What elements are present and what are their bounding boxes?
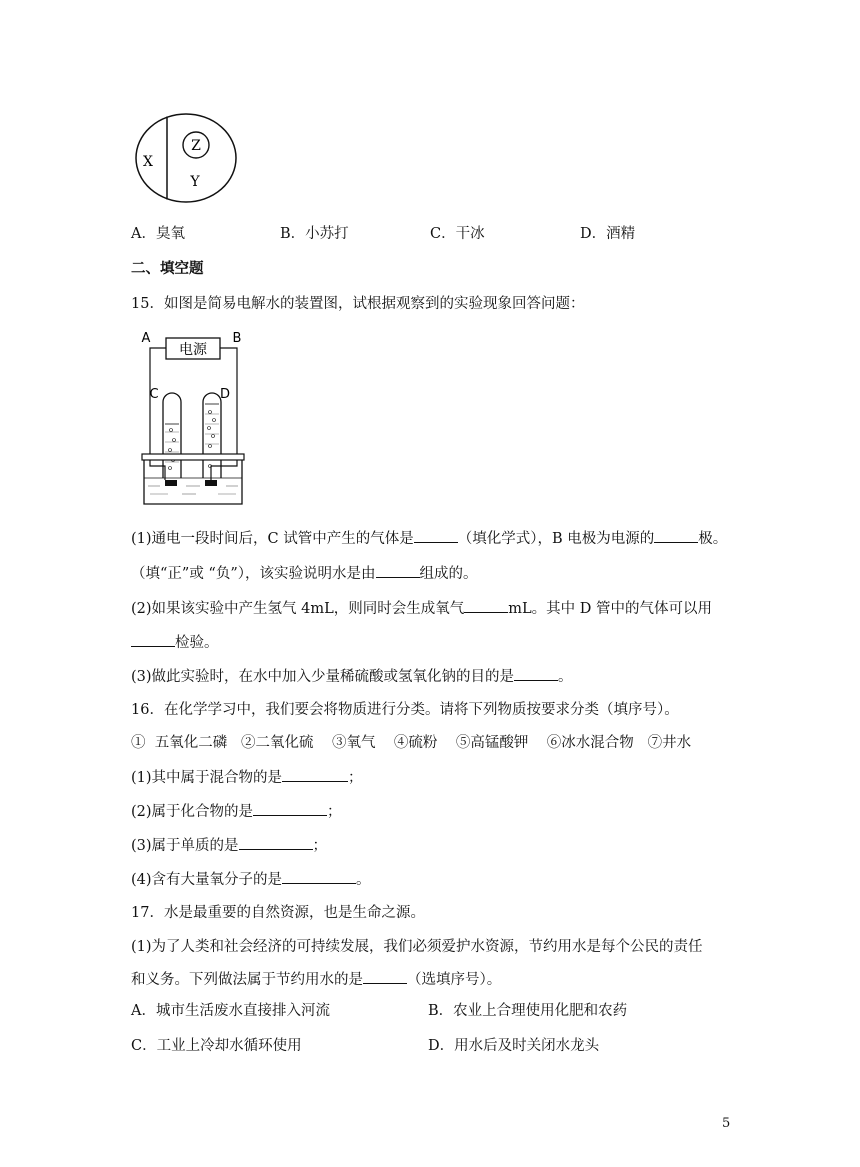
q16-s1-end: ； (348, 770, 363, 786)
q15-p1-text-b: （填化学式），B 电极为电源的 (457, 531, 655, 547)
q15-part1-line1 (131, 528, 727, 549)
q17-part1-line2 (131, 969, 501, 990)
q15-p2-text-c: 检验。 (175, 635, 219, 651)
q17-option-a: A．城市生活废水直接排入河流 (131, 1003, 330, 1019)
q17-p1-text-c: （选填序号）。 (407, 972, 502, 988)
q16-s1-text: (1)其中属于混合物的是 (131, 770, 283, 786)
page-number: 5 (722, 1116, 731, 1131)
q16-answer-blank-4[interactable] (282, 869, 356, 884)
venn-label-z: Z (191, 138, 201, 154)
q16-sub1 (131, 767, 363, 788)
q16-answer-blank-1[interactable] (282, 767, 348, 782)
q15-p1-text-d: （填“正”或 “负”），该实验说明水是由 (131, 566, 376, 582)
q16-answer-blank-2[interactable] (253, 801, 327, 816)
q15-p3-text-a: (3)做此实验时，在水中加入少量稀硫酸或氢氧化钠的目的是 (131, 669, 515, 685)
electrolysis-apparatus (138, 328, 256, 508)
terminal-b-label: B (232, 331, 242, 346)
classification-diagram (133, 112, 243, 204)
venn-label-x: X (143, 154, 153, 170)
tube-c-label: C (149, 387, 159, 402)
q16-s2-end: ； (327, 804, 342, 820)
q15-answer-blank-3[interactable] (376, 563, 420, 578)
q17-option-b: B．农业上合理使用化肥和农药 (428, 1003, 628, 1019)
q17-option-c: C．工业上冷却水循环使用 (131, 1038, 302, 1054)
q15-part2-line2 (131, 632, 219, 653)
q15-p2-text-b: mL。其中 D 管中的气体可以用 (508, 601, 712, 617)
q16-sub3 (131, 835, 327, 856)
q15-part3 (131, 666, 573, 687)
terminal-a-label: A (141, 331, 151, 346)
q15-answer-blank-2[interactable] (654, 528, 698, 543)
q14-option-a: A．臭氧 (131, 226, 185, 242)
q16-s2-text: (2)属于化合物的是 (131, 804, 254, 820)
q15-answer-blank-4[interactable] (464, 598, 508, 613)
q15-p3-text-b: 。 (558, 669, 573, 685)
q16-stem: 16．在化学学习中，我们要会将物质进行分类。请将下列物质按要求分类（填序号）。 (131, 702, 679, 718)
q15-answer-blank-6[interactable] (514, 666, 558, 681)
q16-s4-end: 。 (356, 872, 371, 888)
q16-s3-text: (3)属于单质的是 (131, 838, 239, 854)
q16-sub4 (131, 869, 371, 890)
q15-answer-blank-5[interactable] (131, 632, 175, 647)
q16-answer-blank-3[interactable] (239, 835, 313, 850)
q15-stem: 15．如图是简易电解水的装置图，试根据观察到的实验现象回答问题： (131, 296, 585, 312)
q14-option-d: D．酒精 (580, 226, 636, 242)
power-supply-label: 电源 (179, 342, 207, 358)
q14-option-c: C．干冰 (430, 226, 485, 242)
q14-option-b: B．小苏打 (280, 226, 349, 242)
q15-answer-blank-1[interactable] (414, 528, 458, 543)
q15-p1-text-c: 极。 (698, 531, 728, 547)
section-title: 二、填空题 (131, 260, 204, 277)
q16-s3-end: ； (312, 838, 328, 854)
q17-answer-blank-1[interactable] (363, 969, 407, 984)
q15-part1-line2 (131, 563, 478, 584)
tube-d-label: D (219, 387, 231, 402)
q15-p1-text-a: (1)通电一段时间后，C 试管中产生的气体是 (131, 531, 414, 547)
q16-s4-text: (4)含有大量氧分子的是 (131, 872, 283, 888)
q17-stem: 17．水是最重要的自然资源，也是生命之源。 (131, 905, 425, 921)
q17-part1-line1: (1)为了人类和社会经济的可持续发展，我们必须爱护水资源，节约用水是每个公民的责任 (131, 939, 703, 955)
q17-option-d: D．用水后及时关闭水龙头 (428, 1038, 600, 1054)
q16-sub2 (131, 801, 342, 822)
q15-part2-line1 (131, 598, 712, 619)
q15-p1-text-e: 组成的。 (419, 566, 478, 582)
q15-p2-text-a: (2)如果该实验中产生氢气 4mL，则同时会生成氧气 (131, 601, 465, 617)
q17-p1-text-b: 和义务。下列做法属于节约用水的是 (131, 972, 363, 988)
q16-items: ① 五氧化二磷 ②二氧化硫 ③氧气 ④硫粉 ⑤高锰酸钾 ⑥冰水混合物 ⑦井水 (131, 735, 692, 751)
venn-label-y: Y (190, 174, 200, 190)
